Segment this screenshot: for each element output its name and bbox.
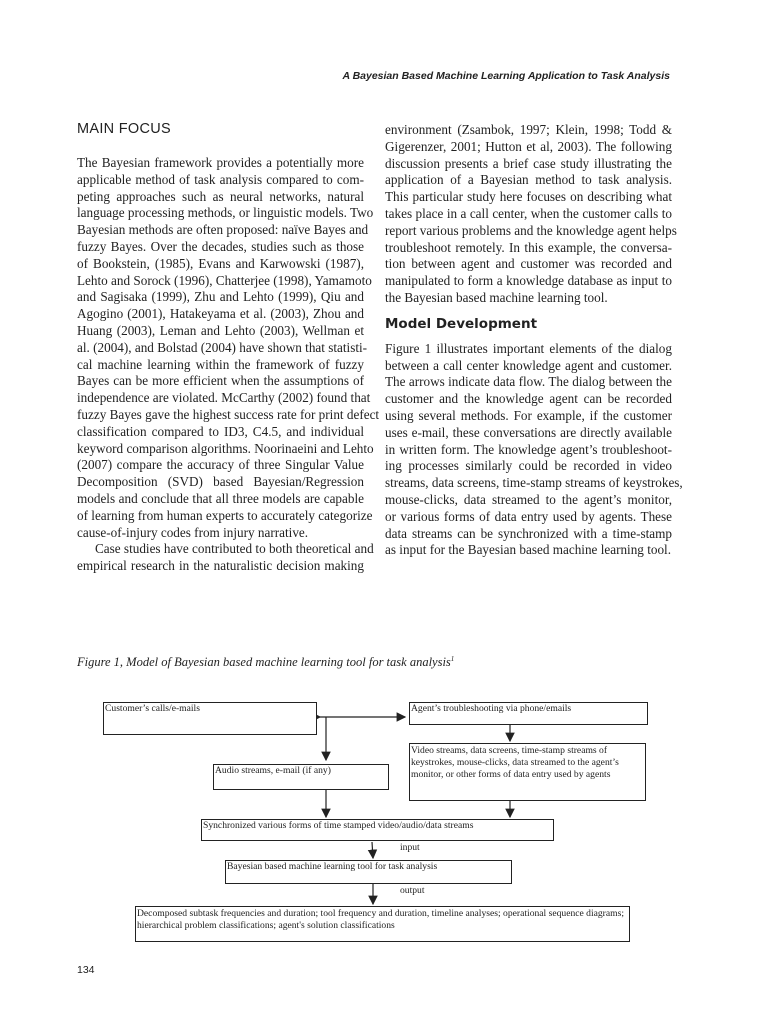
text-line: cause-of-injury codes from injury narrative. bbox=[77, 524, 309, 540]
text-line: streams, data screens, time-stamp streams of keystrokes, bbox=[385, 475, 683, 491]
text-line: Figure 1 illustrates important elements of the dialog bbox=[385, 340, 672, 356]
box-sync: Synchronized various forms of time stamped video/audio/data streams bbox=[201, 819, 554, 841]
text-line: data streams can be synchronized with a time-stamp bbox=[385, 525, 672, 541]
text-line: models and conclude that all three models are capable bbox=[77, 490, 364, 506]
box-audio: Audio streams, e-mail (if any) bbox=[213, 764, 389, 790]
arrow-sync-tool bbox=[372, 842, 373, 858]
text-line: Huang (2003), Leman and Lehto (2003), Wellman et bbox=[77, 322, 364, 338]
text-line: Decomposition (SVD) based Bayesian/Regression bbox=[77, 474, 364, 490]
box-customer: Customer’s calls/e-mails bbox=[103, 702, 317, 735]
text-line: Gigerenzer, 2001; Hutton et al, 2003). The following bbox=[385, 138, 672, 154]
text-line: fuzzy Bayes gave the highest success rate for print defect bbox=[77, 406, 380, 422]
text-line: customer and the knowledge agent can be recorded bbox=[385, 391, 672, 407]
footnote-mark: 1 bbox=[450, 655, 455, 663]
text-line: tion between agent and customer was recorded and bbox=[385, 256, 672, 272]
page-number: 134 bbox=[77, 964, 95, 976]
text-line: cal machine learning within the framework of fuzzy bbox=[77, 356, 364, 372]
box-video: Video streams, data screens, time-stamp streams of keystrokes, mouse-clicks, data streamed to the agent’s monitor, or other forms of data entry used by agents bbox=[409, 743, 646, 801]
text-line: mouse-clicks, data streamed to the agent’s monitor, bbox=[385, 491, 672, 507]
text-line: The Bayesian framework provides a potentially more bbox=[77, 155, 364, 170]
text-line: applicable method of task analysis compared to com- bbox=[77, 171, 364, 187]
text-line: empirical research in the naturalistic decision making bbox=[77, 558, 364, 574]
text-line: environment (Zsambok, 1997; Klein, 1998; Todd & bbox=[385, 122, 672, 137]
text-line: keyword comparison algorithms. Noorinaeini and Lehto bbox=[77, 440, 374, 456]
main-focus-heading: MAIN FOCUS bbox=[77, 121, 172, 137]
text-line: of learning from human experts to accurately categorize bbox=[77, 507, 373, 523]
text-line: language processing methods, or linguistic models. Two bbox=[77, 205, 374, 221]
text-line: as input for the Bayesian based machine learning tool. bbox=[385, 542, 672, 558]
text-line: in written form. The knowledge agent’s troubleshoot- bbox=[385, 441, 672, 457]
text-line: al. (2004), and Bolstad (2004) have shown that statisti- bbox=[77, 339, 368, 355]
text-line: (2007) compare the accuracy of three Singular Value bbox=[77, 457, 364, 473]
text-line: This particular study here focuses on describing what bbox=[385, 189, 672, 205]
text-line: using several methods. For example, if the customer bbox=[385, 407, 672, 423]
text-line: uses e-mail, these conversations are directly available bbox=[385, 424, 672, 440]
caption-text: Figure 1, Model of Bayesian based machine learning tool for task analysis bbox=[77, 655, 451, 670]
text-line: and Sagisaka (1999), Zhu and Lehto (1999), Qiu and bbox=[77, 289, 364, 305]
text-line: peting approaches such as neural networks, natural bbox=[77, 188, 364, 204]
output-label: output bbox=[400, 885, 425, 896]
text-line: between a call center knowledge agent and customer. bbox=[385, 357, 672, 373]
box-agent: Agent’s troubleshooting via phone/emails bbox=[409, 702, 648, 725]
text-line: report various problems and the knowledge agent helps bbox=[385, 222, 677, 238]
input-label: input bbox=[400, 842, 420, 853]
text-line: Agogino (2001), Hatakeyama et al. (2003), Zhou and bbox=[77, 306, 364, 322]
text-line: takes place in a call center, when the customer calls to bbox=[385, 205, 672, 221]
text-line: application of a Bayesian method to task analysis. bbox=[385, 172, 672, 188]
text-line: Lehto and Sorock (1996), Chatterjee (1998), Yamamoto bbox=[77, 272, 372, 288]
text-line: troubleshoot remotely. In this example, the conversa- bbox=[385, 239, 672, 255]
text-line: discussion presents a brief case study illustrating the bbox=[385, 155, 672, 171]
model-development-heading: Model Development bbox=[385, 315, 538, 332]
text-line: fuzzy Bayes. Over the decades, studies such as those bbox=[77, 238, 364, 254]
text-line: manipulated to form a knowledge database as input to bbox=[385, 273, 672, 289]
text-line: Bayesian methods are often proposed: naïve Bayes and bbox=[77, 222, 369, 238]
text-line: the Bayesian based machine learning tool. bbox=[385, 289, 608, 305]
text-line: independence are violated. McCarthy (2002) found that bbox=[77, 390, 371, 406]
text-line: The arrows indicate data flow. The dialog between the bbox=[385, 374, 672, 390]
text-line: or various forms of data entry used by agents. These bbox=[385, 508, 672, 524]
box-tool: Bayesian based machine learning tool for task analysis bbox=[225, 860, 512, 884]
text-line: of Bookstein, (1985), Evans and Karwowski (1987), bbox=[77, 255, 364, 271]
text-line: Bayes can be more efficient when the assumptions of bbox=[77, 373, 364, 389]
text-line: classification compared to ID3, C4.5, and individual bbox=[77, 423, 364, 439]
running-header: A Bayesian Based Machine Learning Application to Task Analysis bbox=[342, 70, 670, 82]
text-line: Case studies have contributed to both theoretical and bbox=[95, 541, 374, 557]
text-line: ing processes similarly could be recorded in video bbox=[385, 458, 672, 474]
box-output: Decomposed subtask frequencies and duration; tool frequency and duration, timeline analyses; operational sequence diagrams; hierarchical problem classifications; agent's solution classifications bbox=[135, 906, 630, 942]
